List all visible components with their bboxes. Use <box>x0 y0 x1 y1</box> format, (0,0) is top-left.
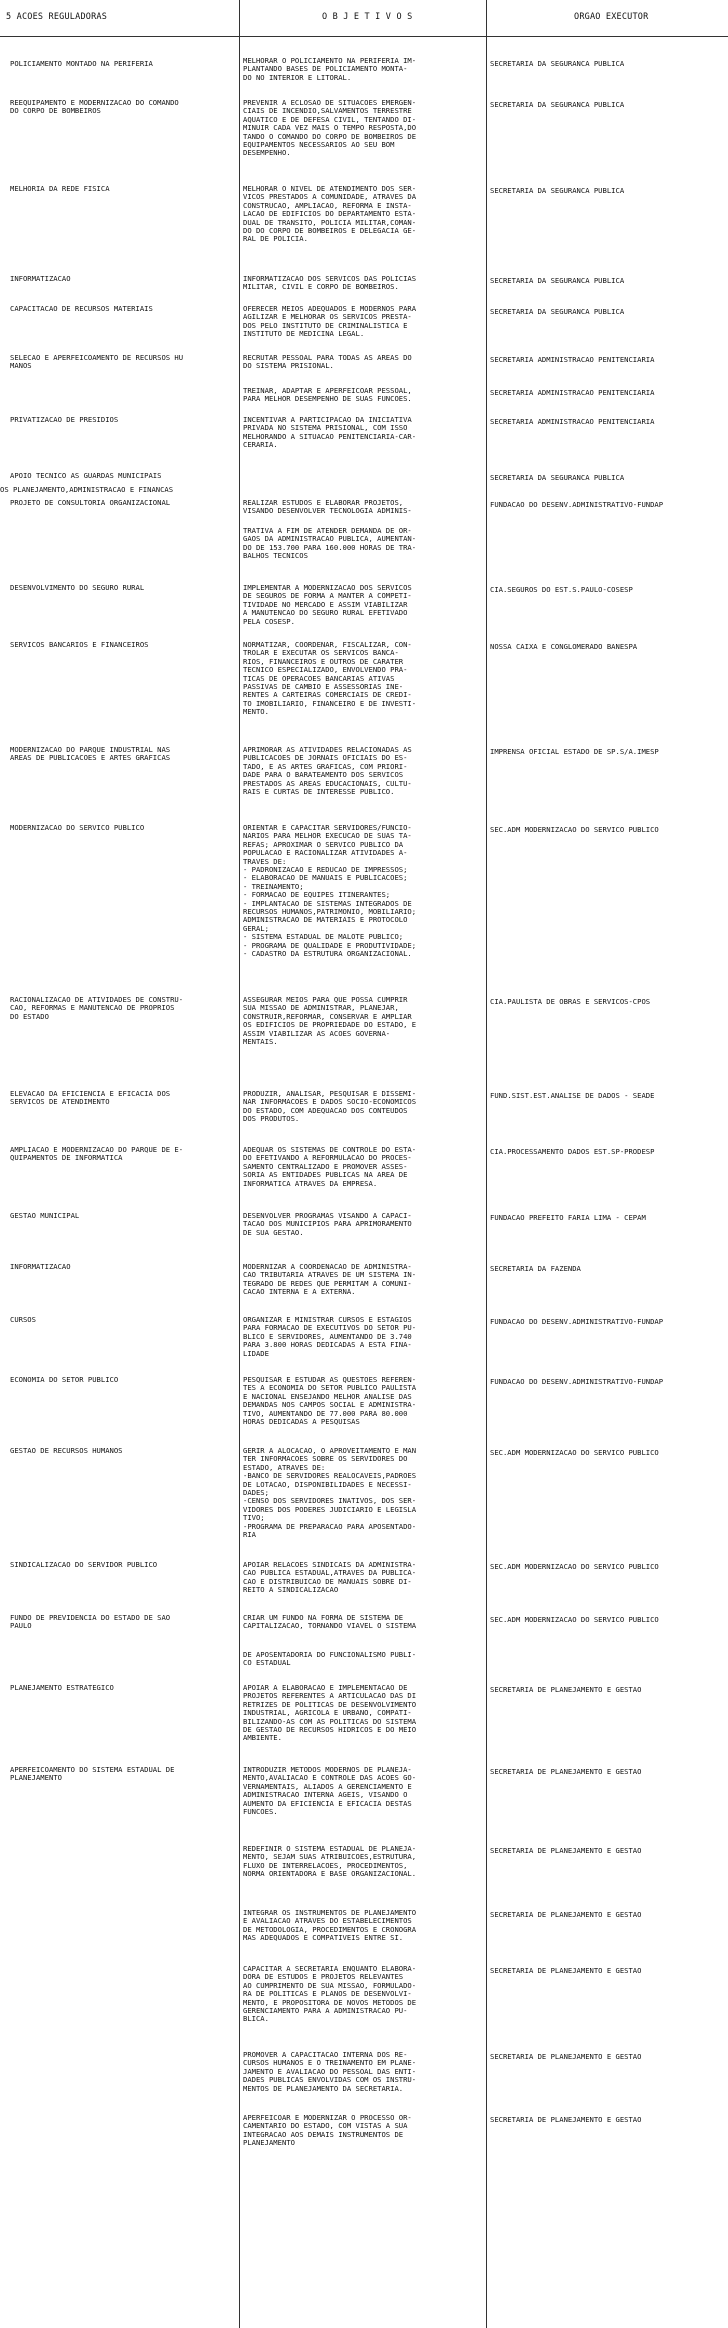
column-divider <box>239 0 240 2328</box>
orgao-entry: FUNDACAO PREFEITO FARIA LIMA - CEPAM <box>490 1213 646 1222</box>
header-acoes: 5 ACOES REGULADORAS <box>6 12 108 22</box>
orgao-entry: SECRETARIA DE PLANEJAMENTO E GESTAO <box>490 2052 642 2061</box>
objetivo-entry: APOIAR A ELABORACAO E IMPLEMENTACAO DE PROJETOS REFERENTES A ARTICULACAO DAS DI RETRIZES DE POLITICAS DE DESENVOLVIMENTO INDUSTRIAL, AGRICOLA E URBANO, COMPATI- BILIZANDO-AS COM AS POLITICAS DO SISTEMA DE GESTAO DE RECURSOS HIDRICOS E DO MEIO AMBIENTE. <box>243 1683 417 1743</box>
orgao-entry: SEC.ADM MODERNIZACAO DO SERVICO PUBLICO <box>490 1615 659 1624</box>
orgao-entry: CIA.SEGUROS DO EST.S.PAULO-COSESP <box>490 585 633 594</box>
objetivo-entry: APRIMORAR AS ATIVIDADES RELACIONADAS AS PUBLICACOES DE JORNAIS OFICIAIS DO ES- TADO, E AS ARTES GRAFICAS, COM PRIORI- DADE PARA O BARATEAMENTO DOS SERVICOS PRESTADOS AS AREAS EDUCACIONAIS, CULTU- RAIS E CURTAS DE INTERESSE PUBLICO. <box>243 745 412 797</box>
acao-entry: FUNDO DE PREVIDENCIA DO ESTADO DE SAO PAULO <box>10 1613 171 1631</box>
objetivo-entry: PROMOVER A CAPACITACAO INTERNA DOS RE- CURSOS HUMANOS E O TREINAMENTO EM PLANE- JAMENTO E AVALIACAO DO PESSOAL DAS ENTI- DADES PUBLICAS ENVOLVIDAS COM OS INSTRU- MENTOS DE PLANEJAMENTO DA SECRETARIA. <box>243 2050 417 2093</box>
objetivo-entry: REALIZAR ESTUDOS E ELABORAR PROJETOS, VISANDO DESENVOLVER TECNOLOGIA ADMINIS- <box>243 498 412 516</box>
objetivo-entry: INFORMATIZACAO DOS SERVICOS DAS POLICIAS MILITAR, CIVIL E CORPO DE BOMBEIROS. <box>243 274 417 292</box>
table-header <box>0 0 728 37</box>
objetivo-entry: TRATIVA A FIM DE ATENDER DEMANDA DE OR- GAOS DA ADMINISTRACAO PUBLICA, AUMENTAN- DO DE 153.700 PARA 160.000 HORAS DE TRA- BALHOS TECNICOS <box>243 526 417 561</box>
acao-entry: SELECAO E APERFEICOAMENTO DE RECURSOS HU MANOS <box>10 353 184 371</box>
objetivo-entry: DESENVOLVER PROGRAMAS VISANDO A CAPACI- TACAO DOS MUNICIPIOS PARA APRIMORAMENTO DE SUA GESTAO. <box>243 1211 412 1237</box>
objetivo-entry: TREINAR, ADAPTAR E APERFEICOAR PESSOAL, PARA MELHOR DESEMPENHO DE SUAS FUNCOES. <box>243 386 412 404</box>
acao-entry: APOIO TECNICO AS GUARDAS MUNICIPAIS <box>10 471 162 480</box>
orgao-entry: SECRETARIA DE PLANEJAMENTO E GESTAO <box>490 1966 642 1975</box>
objetivo-entry: OFERECER MEIOS ADEQUADOS E MODERNOS PARA AGILIZAR E MELHORAR OS SERVICOS PRESTA- DOS PELO INSTITUTO DE CRIMINALISTICA E INSTITUTO DE MEDICINA LEGAL. <box>243 304 417 339</box>
header-objetivos: O B J E T I V O S <box>322 12 413 22</box>
orgao-entry: SECRETARIA DA SEGURANCA PUBLICA <box>490 186 625 195</box>
orgao-entry: SECRETARIA DA SEGURANCA PUBLICA <box>490 100 625 109</box>
objetivo-entry: INTRODUZIR METODOS MODERNOS DE PLANEJA- MENTO,AVALIACAO E CONTROLE DAS ACOES GO- VERNAMENTAIS, ALIADOS A GERENCIAMENTO E ADMINISTRACAO INTERNA AGEIS, VISANDO O AUMENTO DA EFICIENCIA E EFICACIA DESTAS FUNCOES. <box>243 1765 417 1817</box>
objetivo-entry: DE APOSENTADORIA DO FUNCIONALISMO PUBLI- CO ESTADUAL <box>243 1650 417 1668</box>
acao-entry: GESTAO DE RECURSOS HUMANOS <box>10 1446 123 1455</box>
objetivo-entry: PESQUISAR E ESTUDAR AS QUESTOES REFEREN- TES A ECONOMIA DO SETOR PUBLICO PAULISTA E NACIONAL ENSEJANDO MELHOR ANALISE DAS DEMANDAS NOS CAMPOS SOCIAL E ADMINISTRA- TIVO, AUMENTANDO DE 77.000 PARA 80.000 HORAS DEDICADAS A PESQUISAS <box>243 1375 417 1427</box>
orgao-entry: CIA.PAULISTA DE OBRAS E SERVICOS-CPOS <box>490 997 651 1006</box>
orgao-entry: CIA.PROCESSAMENTO DADOS EST.SP-PRODESP <box>490 1147 655 1156</box>
objetivo-entry: NORMATIZAR, COORDENAR, FISCALIZAR, CON- TROLAR E EXECUTAR OS SERVICOS BANCA- RIOS, FINANCEIROS E OUTROS DE CARATER TECNICO ESPECIALIZADO, ENVOLVENDO PRA- TICAS DE OPERACOES BANCARIAS ATIVAS PASSIVAS DE CAMBIO E ASSESSORIAS INE- RENTES A CARTEIRAS COMERCIAIS DE CREDI- TO IMOBILIARIO, FINANCEIRO E DE INVESTI- MENTO. <box>243 640 417 717</box>
orgao-entry: SECRETARIA DA SEGURANCA PUBLICA <box>490 473 625 482</box>
acao-entry: ECONOMIA DO SETOR PUBLICO <box>10 1375 119 1384</box>
orgao-entry: SECRETARIA DA SEGURANCA PUBLICA <box>490 59 625 68</box>
orgao-entry: SECRETARIA DE PLANEJAMENTO E GESTAO <box>490 2115 642 2124</box>
orgao-entry: SEC.ADM MODERNIZACAO DO SERVICO PUBLICO <box>490 1448 659 1457</box>
orgao-entry: SECRETARIA DE PLANEJAMENTO E GESTAO <box>490 1846 642 1855</box>
objetivo-entry: IMPLEMENTAR A MODERNIZACAO DOS SERVICOS DE SEGUROS DE FORMA A MANTER A COMPETI- TIVIDADE NO MERCADO E ASSIM VIABILIZAR A MANUTENCAO DO SEGURO RURAL EFETIVADO PELA COSESP. <box>243 583 412 626</box>
acao-entry: CURSOS <box>10 1315 36 1324</box>
objetivo-entry: INTEGRAR OS INSTRUMENTOS DE PLANEJAMENTO E AVALIACAO ATRAVES DO ESTABELECIMENTOS DE METODOLOGIA, PROCEDIMENTOS E CRONOGRA MAS ADEQUADOS E COMPATIVEIS ENTRE SI. <box>243 1908 417 1943</box>
objetivo-entry: APOIAR RELACOES SINDICAIS DA ADMINISTRA- CAO PUBLICA ESTADUAL,ATRAVES DA PUBLICA- CAO E DISTRIBUICAO DE MANUAIS SOBRE DI- REITO A SINDICALIZACAO <box>243 1560 417 1595</box>
acao-entry: INFORMATIZACAO <box>10 1262 71 1271</box>
acao-entry: APERFEICOAMENTO DO SISTEMA ESTADUAL DE PLANEJAMENTO <box>10 1765 175 1783</box>
header-orgao: ORGAO EXECUTOR <box>574 12 649 22</box>
acao-entry: SINDICALIZACAO DO SERVIDOR PUBLICO <box>10 1560 158 1569</box>
acao-entry: MELHORIA DA REDE FISICA <box>10 184 110 193</box>
objetivo-entry: REDEFINIR O SISTEMA ESTADUAL DE PLANEJA- MENTO, SEJAM SUAS ATRIBUICOES,ESTRUTURA, FLUXO DE INTERRELACOES, PROCEDIMENTOS, NORMA ORIENTADORA E BASE ORGANIZACIONAL. <box>243 1844 417 1879</box>
orgao-entry: SEC.ADM MODERNIZACAO DO SERVICO PUBLICO <box>490 1562 659 1571</box>
objetivo-entry: ADEQUAR OS SISTEMAS DE CONTROLE DO ESTA- DO EFETIVANDO A REFORMULACAO DO PROCES- SAMENTO CENTRALIZADO E PROMOVER ASSES- SORIA AS ENTIDADES PUBLICAS NA AREA DE INFORMATICA ATRAVES DA EMPRESA. <box>243 1145 417 1188</box>
acao-entry: REEQUIPAMENTO E MODERNIZACAO DO COMANDO DO CORPO DE BOMBEIROS <box>10 98 179 116</box>
objetivo-entry: GERIR A ALOCACAO, O APROVEITAMENTO E MAN TER INFORMACOES SOBRE OS SERVIDORES DO ESTADO, ATRAVES DE: -BANCO DE SERVIDORES REALOCAVEIS,PADROES DE LOTACAO, DISPONIBILIDADES E NECESSI- DADES; -CENSO DOS SERVIDORES INATIVOS, DOS SER- VIDORES DOS PODERES JUDICIARIO E LEGISLA TIVO; -PROGRAMA DE PREPARACAO PARA APOSENTADO- RIA <box>243 1446 417 1540</box>
objetivo-entry: CAPACITAR A SECRETARIA ENQUANTO ELABORA- DORA DE ESTUDOS E PROJETOS RELEVANTES AO CUMPRIMENTO DE SUA MISSAO, FORMULADO- RA DE POLITICAS E PLANOS DE DESENVOLVI- MENTO, E PROPOSITORA DE NOVOS METODOS DE GERENCIAMENTO PARA A ADMINISTRACAO PU- BLICA. <box>243 1964 417 2024</box>
orgao-entry: FUNDACAO DO DESENV.ADMINISTRATIVO-FUNDAP <box>490 1317 664 1326</box>
acao-entry: DESENVOLVIMENTO DO SEGURO RURAL <box>10 583 145 592</box>
orgao-entry: IMPRENSA OFICIAL ESTADO DE SP.S/A.IMESP <box>490 747 659 756</box>
acao-entry: MODERNIZACAO DO PARQUE INDUSTRIAL NAS AREAS DE PUBLICACOES E ARTES GRAFICAS <box>10 745 171 763</box>
acao-entry: INFORMATIZACAO <box>10 274 71 283</box>
column-divider <box>486 0 487 2328</box>
section-heading: OS PLANEJAMENTO,ADMINISTRACAO E FINANCAS <box>0 485 174 494</box>
orgao-entry: SECRETARIA DA FAZENDA <box>490 1264 581 1273</box>
orgao-entry: FUNDACAO DO DESENV.ADMINISTRATIVO-FUNDAP <box>490 1377 664 1386</box>
objetivo-entry: CRIAR UM FUNDO NA FORMA DE SISTEMA DE CAPITALIZACAO, TORNANDO VIAVEL O SISTEMA <box>243 1613 417 1631</box>
acao-entry: PROJETO DE CONSULTORIA ORGANIZACIONAL <box>10 498 171 507</box>
objetivo-entry: RECRUTAR PESSOAL PARA TODAS AS AREAS DO DO SISTEMA PRISIONAL. <box>243 353 412 371</box>
acao-entry: RACIONALIZACAO DE ATIVIDADES DE CONSTRU- CAO, REFORMAS E MANUTENCAO DE PROPRIOS DO ESTADO <box>10 995 184 1021</box>
orgao-entry: SECRETARIA DE PLANEJAMENTO E GESTAO <box>490 1685 642 1694</box>
objetivo-entry: MELHORAR O POLICIAMENTO NA PERIFERIA IM- PLANTANDO BASES DE POLICIAMENTO MONTA- DO NO INTERIOR E LITORAL. <box>243 56 417 82</box>
objetivo-entry: INCENTIVAR A PARTICIPACAO DA INICIATIVA PRIVADA NO SISTEMA PRISIONAL, COM ISSO MELHORANDO A SITUACAO PENITENCIARIA-CAR- CERARIA. <box>243 415 417 450</box>
orgao-entry: FUND.SIST.EST.ANALISE DE DADOS - SEADE <box>490 1091 655 1100</box>
acao-entry: MODERNIZACAO DO SERVICO PUBLICO <box>10 823 145 832</box>
orgao-entry: SEC.ADM MODERNIZACAO DO SERVICO PUBLICO <box>490 825 659 834</box>
acao-entry: AMPLIACAO E MODERNIZACAO DO PARQUE DE E- QUIPAMENTOS DE INFORMATICA <box>10 1145 184 1163</box>
objetivo-entry: ORGANIZAR E MINISTRAR CURSOS E ESTAGIOS PARA FORMACAO DE EXECUTIVOS DO SETOR PU- BLICO E SERVIDORES, AUMENTANDO DE 3.740 PARA 3.800 HORAS DEDICADAS A ESTA FINA- LIDADE <box>243 1315 417 1358</box>
orgao-entry: SECRETARIA DA SEGURANCA PUBLICA <box>490 307 625 316</box>
objetivo-entry: ORIENTAR E CAPACITAR SERVIDORES/FUNCIO- NARIOS PARA MELHOR EXECUCAO DE SUAS TA- REFAS; APROXIMAR O SERVICO PUBLICO DA POPULACAO E RACIONALIZAR ATIVIDADES A- TRAVES DE: - PADRONIZACAO E REDUCAO DE IMPRESSOS; - ELABORACAO DE MANUAIS E PUBLICACOES; - TREINAMENTO; - FORMACAO DE EQUIPES ITINERANTES; - IMPLANTACAO DE SISTEMAS INTEGRADOS DE RECURSOS HUMANOS,PATRIMONIO, MOBILIARIO; ADMINISTRACAO DE MATERIAIS E PROTOCOLO GERAL; - SISTEMA ESTADUAL DE MALOTE PUBLICO; - PROGRAMA DE QUALIDADE E PRODUTIVIDADE; - CADASTRO DA ESTRUTURA ORGANIZACIONAL. <box>243 823 417 959</box>
orgao-entry: FUNDACAO DO DESENV.ADMINISTRATIVO-FUNDAP <box>490 500 664 509</box>
objetivo-entry: ASSEGURAR MEIOS PARA QUE POSSA CUMPRIR SUA MISSAO DE ADMINISTRAR, PLANEJAR, CONSTRUIR,REFORMAR, CONSERVAR E AMPLIAR OS EDIFICIOS DE PROPRIEDADE DO ESTADO, E ASSIM VIABILIZAR AS ACOES GOVERNA- MENTAIS. <box>243 995 417 1047</box>
orgao-entry: SECRETARIA ADMINISTRACAO PENITENCIARIA <box>490 388 655 397</box>
orgao-entry: SECRETARIA DE PLANEJAMENTO E GESTAO <box>490 1910 642 1919</box>
objetivo-entry: MELHORAR O NIVEL DE ATENDIMENTO DOS SER- VICOS PRESTADOS A COMUNIDADE, ATRAVES DA CONSTRUCAO, AMPLIACAO, REFORMA E INSTA- LACAO DE EDIFICIOS DO DEPARTAMENTO ESTA- DUAL DE TRANSITO, POLICIA MILITAR,COMAN- DO DO CORPO DE BOMBEIROS E DELEGACIA GE- RAL DE POLICIA. <box>243 184 417 244</box>
acao-entry: CAPACITACAO DE RECURSOS MATERIAIS <box>10 304 153 313</box>
objetivo-entry: MODERNIZAR A COORDENACAO DE ADMINISTRA- CAO TRIBUTARIA ATRAVES DE UM SISTEMA IN- TEGRADO DE REDES QUE PERMITAM A COMUNI- CACAO INTERNA E A EXTERNA. <box>243 1262 417 1297</box>
orgao-entry: SECRETARIA ADMINISTRACAO PENITENCIARIA <box>490 355 655 364</box>
orgao-entry: SECRETARIA ADMINISTRACAO PENITENCIARIA <box>490 417 655 426</box>
orgao-entry: NOSSA CAIXA E CONGLOMERADO BANESPA <box>490 642 638 651</box>
orgao-entry: SECRETARIA DA SEGURANCA PUBLICA <box>490 276 625 285</box>
objetivo-entry: APERFEICOAR E MODERNIZAR O PROCESSO OR- CAMENTARIO DO ESTADO, COM VISTAS A SUA INTEGRACAO AOS DEMAIS INSTRUMENTOS DE PLANEJAMENTO <box>243 2113 412 2148</box>
acao-entry: GESTAO MUNICIPAL <box>10 1211 80 1220</box>
acao-entry: ELEVACAO DA EFICIENCIA E EFICACIA DOS SERVICOS DE ATENDIMENTO <box>10 1089 171 1107</box>
orgao-entry: SECRETARIA DE PLANEJAMENTO E GESTAO <box>490 1767 642 1776</box>
objetivo-entry: PREVENIR A ECLOSAO DE SITUACOES EMERGEN- CIAIS DE INCENDIO,SALVAMENTOS TERRESTRE AQUATICO E DE DEFESA CIVIL, TENTANDO DI- MINUIR CADA VEZ MAIS O TEMPO RESPOSTA,DO TANDO O COMANDO DO CORPO DE BOMBEIROS DE EQUIPAMENTOS NECESSARIOS AO SEU BOM DESEMPENHO. <box>243 98 417 158</box>
acao-entry: SERVICOS BANCARIOS E FINANCEIROS <box>10 640 149 649</box>
acao-entry: POLICIAMENTO MONTADO NA PERIFERIA <box>10 59 153 68</box>
acao-entry: PRIVATIZACAO DE PRESIDIOS <box>10 415 119 424</box>
acao-entry: PLANEJAMENTO ESTRATEGICO <box>10 1683 114 1692</box>
objetivo-entry: PRODUZIR, ANALISAR, PESQUISAR E DISSEMI- NAR INFORMACOES E DADOS SOCIO-ECONOMICOS DO ESTADO, COM ADEQUACAO DOS CONTEUDOS DOS PRODUTOS. <box>243 1089 417 1124</box>
